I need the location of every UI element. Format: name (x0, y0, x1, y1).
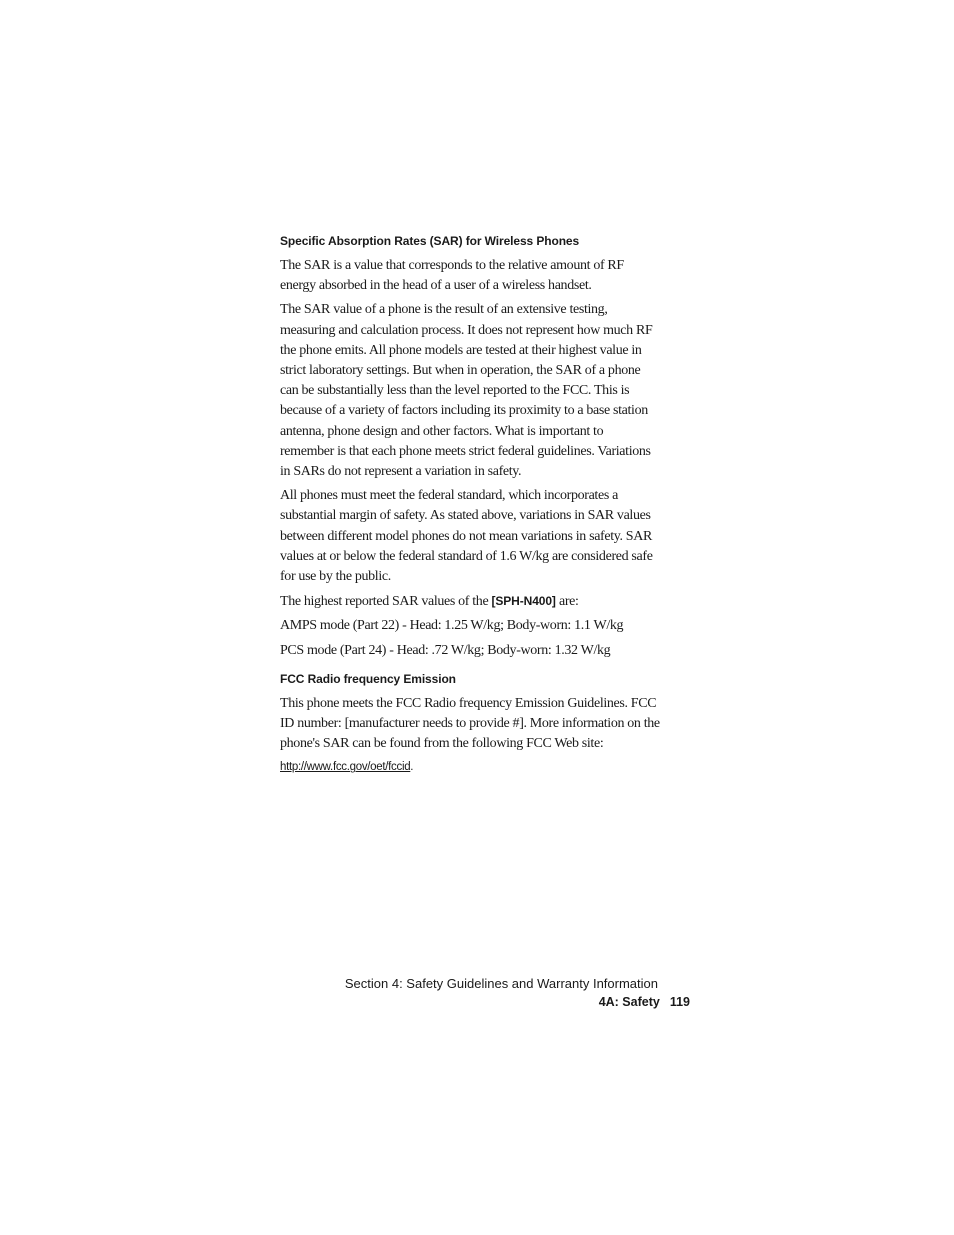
footer-tab-label: 4A: Safety (598, 995, 660, 1009)
page-footer (300, 975, 690, 1011)
footer-section-title: Section 4: Safety Guidelines and Warranty Information (344, 976, 658, 991)
page-number: 119 (669, 995, 690, 1009)
fcc-heading: FCC Radio frequency Emission (280, 671, 456, 686)
page-content (280, 232, 660, 776)
fcc-paragraph: This phone meets the FCC Radio frequency Emission Guidelines. FCC ID number: [manufacturer needs to provide #]. More information on the phone's SAR can be found from the following FCC Web site: (280, 695, 660, 752)
highest-values-suffix: are: (555, 594, 579, 610)
highest-values-prefix: The highest reported SAR values of the (280, 594, 492, 610)
sar-paragraph-1: The SAR is a value that corresponds to the relative amount of RF energy absorbed in the head of a user of a wireless handset. (280, 258, 624, 294)
sar-highest-values-line (280, 591, 660, 612)
footer-tab-line (300, 993, 690, 1011)
model-number: [SPH-N400] (491, 594, 556, 609)
fcc-link-line (280, 758, 660, 776)
sar-paragraph-3: All phones must meet the federal standard, which incorporates a substantial margin of safety. As stated above, variations in SAR values between different model phones do not mean variations in safety. SAR values at or below the federal standard of 1.6 W/kg are considered safe for use by the public. (280, 488, 653, 585)
amps-mode-line: AMPS mode (Part 22) - Head: 1.25 W/kg; Body-worn: 1.1 W/kg (280, 618, 624, 634)
sar-paragraph-2: The SAR value of a phone is the result of an extensive testing, measuring and calculation process. It does not represent how much RF the phone emits. All phone models are tested at their highest value in strict laboratory settings. But when in operation, the SAR of a phone can be substantially less than the level reported to the FCC. This is because of a variety of factors including its proximity to a base station antenna, phone design and other factors. What is important to remember is that each phone meets strict federal guidelines. Variations in SARs do not represent a variation in safety. (280, 302, 653, 480)
fcc-link-suffix: . (410, 761, 414, 774)
sar-heading: Specific Absorption Rates (SAR) for Wireless Phones (280, 234, 580, 248)
fcc-web-link[interactable]: http://www.fcc.gov/oet/fccid (280, 761, 411, 774)
pcs-mode-line: PCS mode (Part 24) - Head: .72 W/kg; Body-worn: 1.32 W/kg (280, 642, 611, 658)
